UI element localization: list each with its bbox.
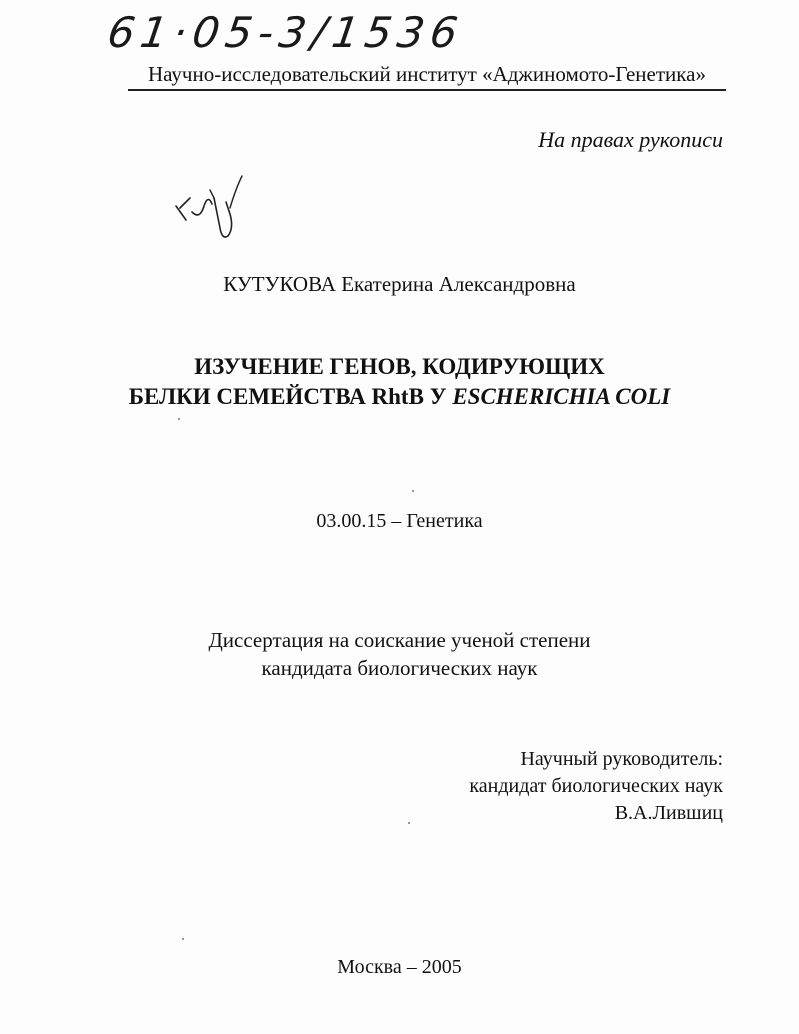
supervisor-name: В.А.Лившиц [614, 802, 723, 824]
supervisor-degree: кандидат биологических наук [469, 775, 723, 797]
scan-speck [408, 822, 410, 824]
supervisor-role: Научный руководитель: [520, 748, 723, 770]
specialty-code: 03.00.15 – Генетика [316, 510, 483, 532]
scan-speck [178, 418, 180, 420]
degree-line-1: Диссертация на соискание ученой степени [208, 628, 591, 652]
supervisor-block [469, 746, 723, 827]
thesis-title-organism: ESCHERICHIA COLI [452, 384, 671, 409]
thesis-title [0, 352, 799, 412]
degree-line-2: кандидата биологических наук [261, 656, 538, 680]
manuscript-rights-note: На правах рукописи [538, 127, 723, 152]
thesis-title-line-1: ИЗУЧЕНИЕ ГЕНОВ, КОДИРУЮЩИХ [194, 354, 605, 379]
thesis-title-line-2-prefix: БЕЛКИ СЕМЕЙСТВА RhtB У [128, 384, 453, 409]
scan-speck [412, 490, 414, 492]
degree-statement [0, 626, 799, 682]
scan-speck [182, 938, 184, 940]
archive-code-handwritten: 61·05-3/1536 [104, 8, 467, 57]
thesis-title-line-2 [0, 382, 799, 412]
institute-name: Научно-исследовательский институт «Аджиномото-Генетика» [128, 62, 726, 91]
city-year: Москва – 2005 [337, 956, 462, 978]
signature-mark [170, 168, 260, 248]
author-name: КУТУКОВА Екатерина Александровна [223, 272, 576, 296]
